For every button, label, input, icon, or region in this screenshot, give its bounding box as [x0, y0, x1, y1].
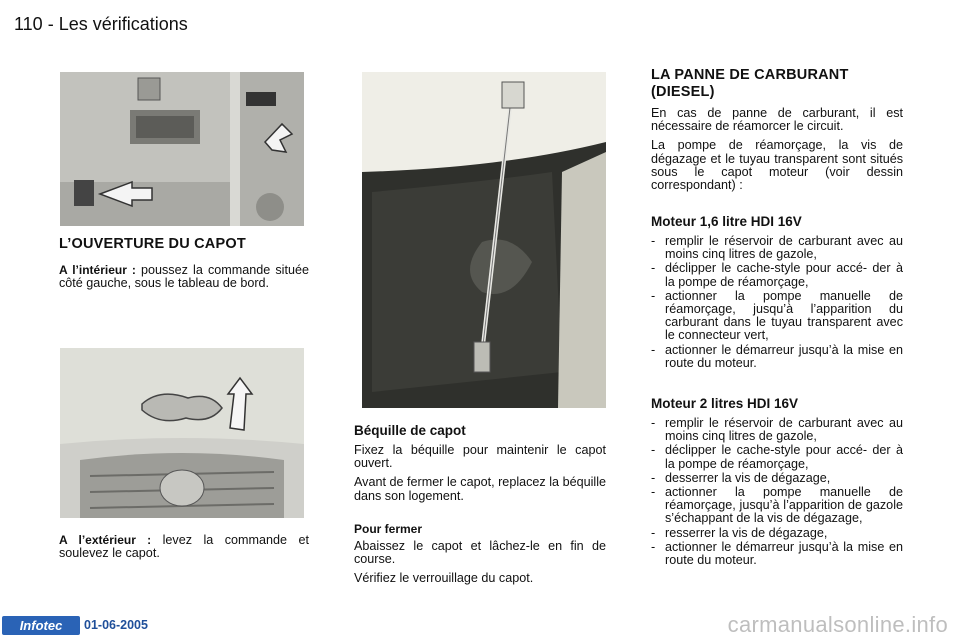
list-item: - actionner le démarreur jusqu’à la mise en route du moteur.: [651, 344, 903, 370]
interior-instruction: poussez la commande située côté gauche, sous le tableau de bord.: [59, 263, 309, 291]
hood-prop-heading: Béquille de capot: [354, 423, 466, 438]
infotec-badge: Infotec: [2, 616, 80, 635]
list-item: - actionner la pompe manuelle de réamorçage, jusqu’à l’apparition du carburant dans le tuyau transparent avec le connecteur vert,: [651, 290, 903, 343]
page-title: Les vérifications: [58, 14, 188, 34]
engine-2l-steps: [651, 417, 903, 568]
page-header: [14, 14, 188, 35]
hood-prop-drawing: [362, 72, 606, 408]
hood-opening-heading: L’OUVERTURE DU CAPOT: [59, 236, 246, 252]
interior-release-drawing: [60, 72, 304, 226]
list-item: - actionner la pompe manuelle de réamorçage, jusqu’à l’apparition de gazole s’échappant de la vis de dégazage,: [651, 486, 903, 526]
engine-16-steps: [651, 235, 903, 371]
hood-prop-text: [354, 444, 606, 509]
list-item: - actionner le démarreur jusqu’à la mise en route du moteur.: [651, 541, 903, 567]
exterior-opening-text: [59, 533, 309, 560]
closing-paragraph: Vérifiez le verrouillage du capot.: [354, 571, 534, 586]
intro-paragraph: En cas de panne de carburant, il est nécessaire de réamorcer le circuit.: [651, 106, 903, 134]
exterior-release-drawing: [60, 348, 304, 518]
illustration-hood-prop: [362, 72, 606, 408]
page-number: 110: [14, 14, 43, 34]
list-item: - resserrer la vis de dégazage,: [651, 527, 903, 540]
engine-16-heading: Moteur 1,6 litre HDI 16V: [651, 214, 802, 229]
header-separator: -: [47, 14, 54, 34]
list-item: - remplir le réservoir de carburant avec au moins cinq litres de gazole,: [651, 417, 903, 443]
fuel-outage-heading: LA PANNE DE CARBURANT (DIESEL): [651, 67, 849, 100]
list-item: - desserrer la vis de dégazage,: [651, 472, 903, 485]
fuel-outage-intro: [651, 107, 903, 198]
exterior-label: A l’extérieur :: [59, 533, 152, 547]
watermark: carmanualsonline.info: [727, 612, 948, 637]
closing-paragraph: Abaissez le capot et lâchez-le en fin de course.: [354, 539, 606, 567]
interior-label: A l’intérieur :: [59, 263, 136, 277]
list-item: - déclipper le cache-style pour accé- der à la pompe de réamorçage,: [651, 444, 903, 470]
hood-prop-paragraph: Avant de fermer le capot, replacez la béquille dans son logement.: [354, 475, 606, 503]
closing-subheading: Pour fermer: [354, 522, 423, 536]
exterior-instruction: levez la commande et soulevez le capot.: [59, 533, 310, 561]
intro-paragraph: La pompe de réamorçage, la vis de dégazage et le tuyau transparent sont situés sous le capot moteur (voir dessin correspondant) :: [651, 138, 903, 193]
engine-2l-heading: Moteur 2 litres HDI 16V: [651, 396, 799, 411]
closing-text: [354, 540, 606, 592]
interior-opening-text: [59, 263, 309, 290]
illustration-exterior-release: [60, 348, 304, 518]
illustration-interior-release: [60, 72, 304, 226]
list-item: - remplir le réservoir de carburant avec au moins cinq litres de gazole,: [651, 235, 903, 261]
hood-prop-paragraph: Fixez la béquille pour maintenir le capot ouvert.: [354, 443, 606, 471]
edition-date: 01-06-2005: [84, 618, 148, 632]
list-item: - déclipper le cache-style pour accé- der à la pompe de réamorçage,: [651, 262, 903, 288]
